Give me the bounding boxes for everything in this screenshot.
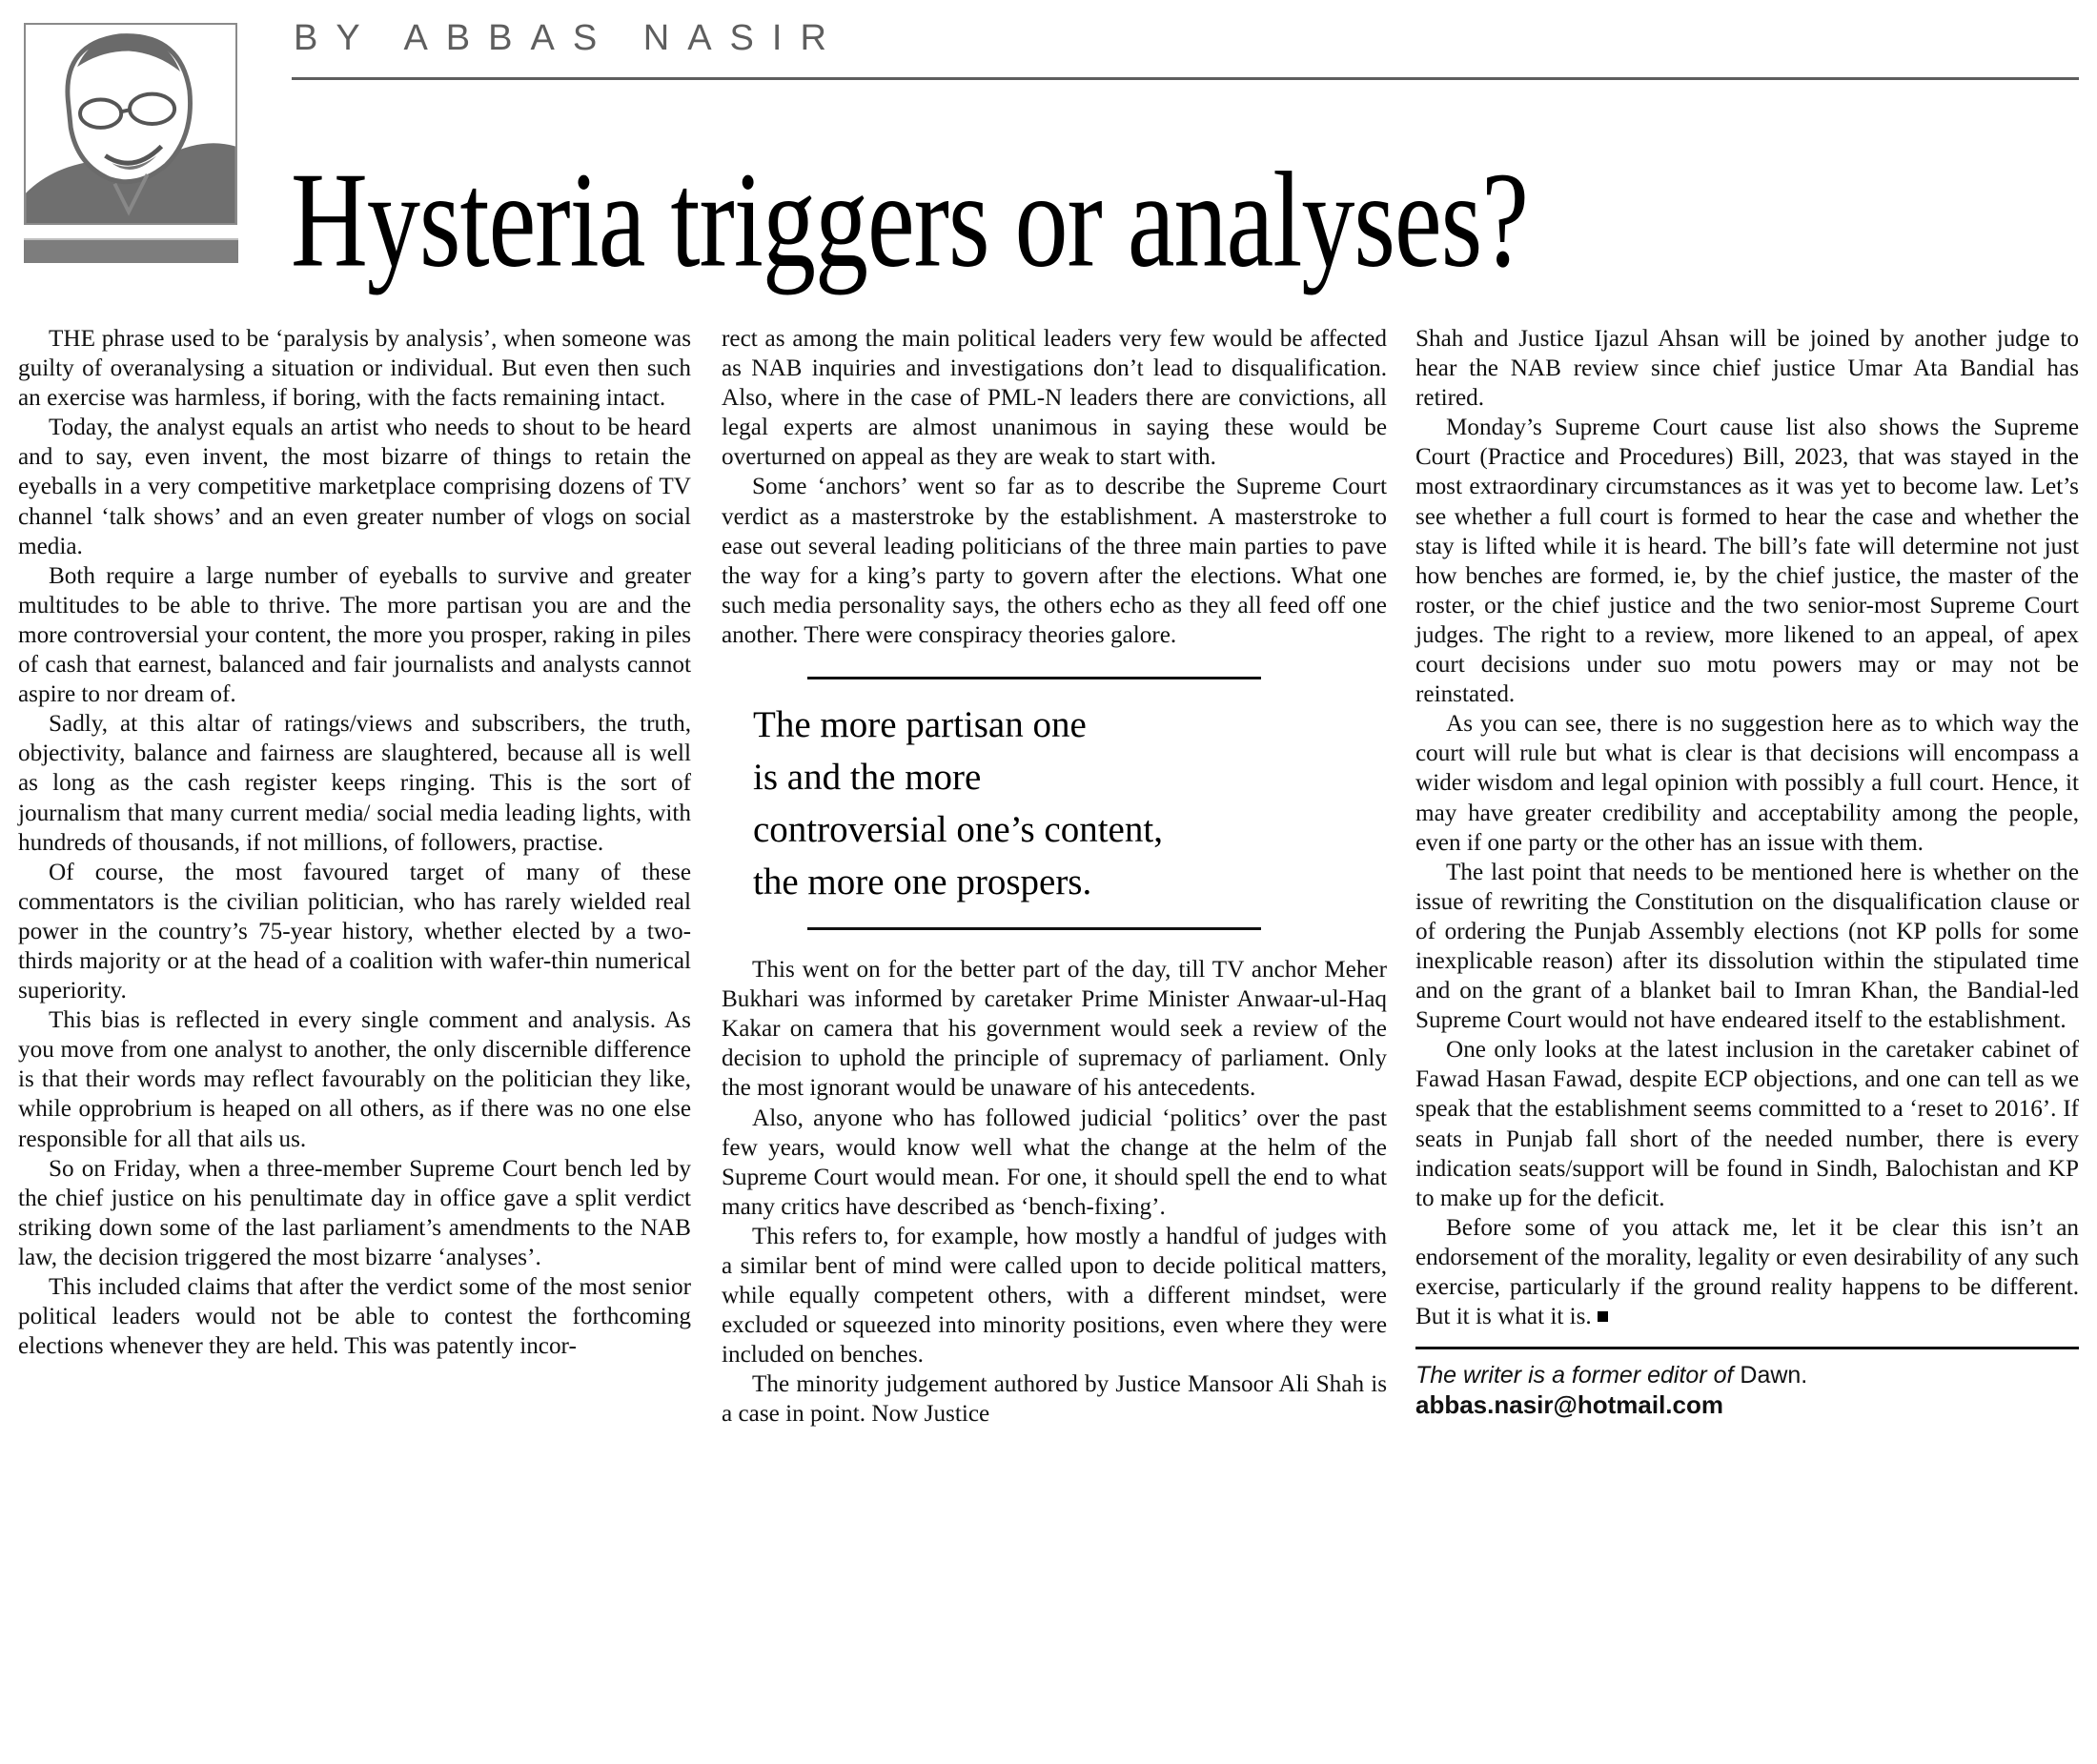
paragraph: This included claims that after the verdict some of the most senior political leaders would not be able to contest the forthcoming elections whenever they are held. This was patently incor- xyxy=(18,1274,691,1360)
headline: Hysteria triggers or analyses? xyxy=(291,144,1528,296)
pull-quote xyxy=(722,677,1387,930)
author-note xyxy=(1415,1361,2079,1390)
paragraph-continued: Shah and Justice Ijazul Ahsan will be joined by another judge to hear the NAB review since chief justice Umar Ata Bandial has retired. xyxy=(1415,326,2079,412)
paragraph: This refers to, for example, how mostly a handful of judges with a similar bent of mind were called upon to decide political matters, while equally competent others, with a different mindset, were excluded or squeezed into minority positions, even where they were included on benches. xyxy=(722,1223,1387,1369)
author-note-divider xyxy=(1415,1347,2079,1349)
paragraph: Some ‘anchors’ went so far as to describe the Supreme Court verdict as a masterstroke by the establishment. A masterstroke to ease out several leading politicians of the three main parties to pave the way for a king’s party to govern after the elections. What one such media personality says, the others echo as they all feed off one another. There were conspiracy theories galore. xyxy=(722,474,1387,648)
article-column-2 xyxy=(722,324,1387,1429)
author-note-publication: Dawn. xyxy=(1740,1362,1808,1389)
pull-quote-bottom-rule xyxy=(807,927,1261,930)
pull-quote-line: controversial one’s content, xyxy=(753,809,1163,851)
paragraph: THE phrase used to be ‘paralysis by analysis’, when someone was guilty of overanalysing a situation or individual. But even then such an exercise was harmless, if boring, with the facts remaining intact. xyxy=(18,326,691,412)
paragraph: Monday’s Supreme Court cause list also shows the Supreme Court (Practice and Procedures) Bill, 2023, that was stayed in the most extraordinary circumstances as it was yet to become law. Let’s see whether a full court is formed to hear the case and whether the stay is lifted while it is heard. The bill’s fate will determine not just how benches are formed, ie, by the chief justice, the master of the roster, or the chief justice and the two senior-most Supreme Court judges. The right to a review, more likened to an appeal, of apex court decisions under suo motu powers may or may not be reinstated. xyxy=(1415,415,2079,708)
paragraph: This went on for the better part of the day, till TV anchor Meher Bukhari was informed by caretaker Prime Minister Anwaar-ul-Haq Kakar on camera that his government would seek a review of the decision to uphold the principle of supremacy of parliament. Only the most ignorant would be unaware of his antecedents. xyxy=(722,957,1387,1102)
pull-quote-text xyxy=(722,679,1387,927)
end-of-article-icon xyxy=(1598,1311,1608,1322)
paragraph: Today, the analyst equals an artist who needs to shout to be heard and to say, even invent, the most bizarre of things to retain the eyeballs in a very competitive marketplace comprising dozens of TV channel ‘talk shows’ and an even greater number of vlogs on social media. xyxy=(18,415,691,559)
pull-quote-line: is and the more xyxy=(753,757,982,799)
author-email[interactable]: abbas.nasir@hotmail.com xyxy=(1415,1390,1723,1420)
paragraph: As you can see, there is no suggestion here as to which way the court will rule but what is clear is that decisions will encompass a wider wisdom and legal opinion with possibly a full court. Hence, it may have greater credibility and acceptability among the people, even if one party or the other has an issue with them. xyxy=(1415,711,2079,856)
byline: BY ABBAS NASIR xyxy=(294,18,845,58)
final-paragraph xyxy=(1415,1213,2079,1331)
paragraph: Of course, the most favoured target of many of these commentators is the civilian politician, who has rarely wielded real power in the country’s 75-year history, whether elected by a two-thirds majority or at the head of a coalition with wafer-thin numerical superiority. xyxy=(18,859,691,1004)
paragraph: This bias is reflected in every single comment and analysis. As you move from one analyst to another, the only discernible difference is that their words may reflect favourably on the politician they like, while opprobrium is heaped on all others, as if there was no one else responsible for all that ails us. xyxy=(18,1007,691,1152)
paragraph: The minority judgement authored by Justice Mansoor Ali Shah is a case in point. Now Justice xyxy=(722,1371,1387,1428)
paragraph-text: Before some of you attack me, let it be clear this isn’t an endorsement of the morality, legality or even desirability of any such exercise, particularly if the ground reality happens to be different. But it is what it is. xyxy=(1415,1214,2079,1330)
author-portrait-icon xyxy=(26,25,235,223)
author-note-text: The writer is a former editor of xyxy=(1415,1362,1741,1389)
paragraph: Both require a large number of eyeballs to survive and greater multitudes to be able to thrive. The more partisan you are and the more controversial your content, the more you prosper, raking in piles of cash that earnest, balanced and fair journalists and analysts cannot aspire to nor dream of. xyxy=(18,562,691,708)
author-photo xyxy=(24,23,237,225)
paragraph: Also, anyone who has followed judicial ‘politics’ over the past few years, would know well what the change at the helm of the Supreme Court would mean. For one, it should spell the end to what many critics have described as ‘bench-fixing’. xyxy=(722,1105,1387,1220)
pull-quote-line: The more partisan one xyxy=(753,704,1087,746)
paragraph: So on Friday, when a three-member Supreme Court bench led by the chief justice on his penultimate day in office gave a split verdict striking down some of the last parliament’s amendments to the NAB law, the decision triggered the most bizarre ‘analyses’. xyxy=(18,1155,691,1270)
pull-quote-line: the more one prospers. xyxy=(753,862,1092,903)
byline-divider xyxy=(292,77,2079,80)
article-column-1 xyxy=(18,324,691,1361)
paragraph-continued: rect as among the main political leaders very few would be affected as NAB inquiries and investigations don’t lead to disqualification. Also, where in the case of PML-N leaders there are convictions, all legal experts are almost unanimous in saying these would be overturned on appeal as they are weak to start with. xyxy=(722,326,1387,471)
article-column-3 xyxy=(1415,324,2079,1420)
paragraph: The last point that needs to be mentioned here is whether on the issue of rewriting the Constitution on the disqualification clause or of ordering the Punjab Assembly elections (not KP polls for some inexplicable reason) after its dissolution within the stipulated time and on the grant of a blanket bail to Imran Khan, the Bandial-led Supreme Court would not have endeared itself to the establishment. xyxy=(1415,859,2079,1034)
paragraph: Sadly, at this altar of ratings/views and subscribers, the truth, objectivity, balance and fairness are slaughtered, because all is well as long as the cash register keeps ringing. This is the sort of journalism that many current media/ social media leading lights, with hundreds of thousands, if not millions, of followers, practise. xyxy=(18,711,691,856)
photo-caption-bar xyxy=(24,238,238,263)
paragraph: One only looks at the latest inclusion in the caretaker cabinet of Fawad Hasan Fawad, despite ECP objections, and one can tell as we speak that the establishment seems committed to a ‘reset to 2016’. If seats in Punjab fall short of the needed number, there is every indication seats/support will be found in Sindh, Balochistan and KP to make up for the deficit. xyxy=(1415,1037,2079,1211)
